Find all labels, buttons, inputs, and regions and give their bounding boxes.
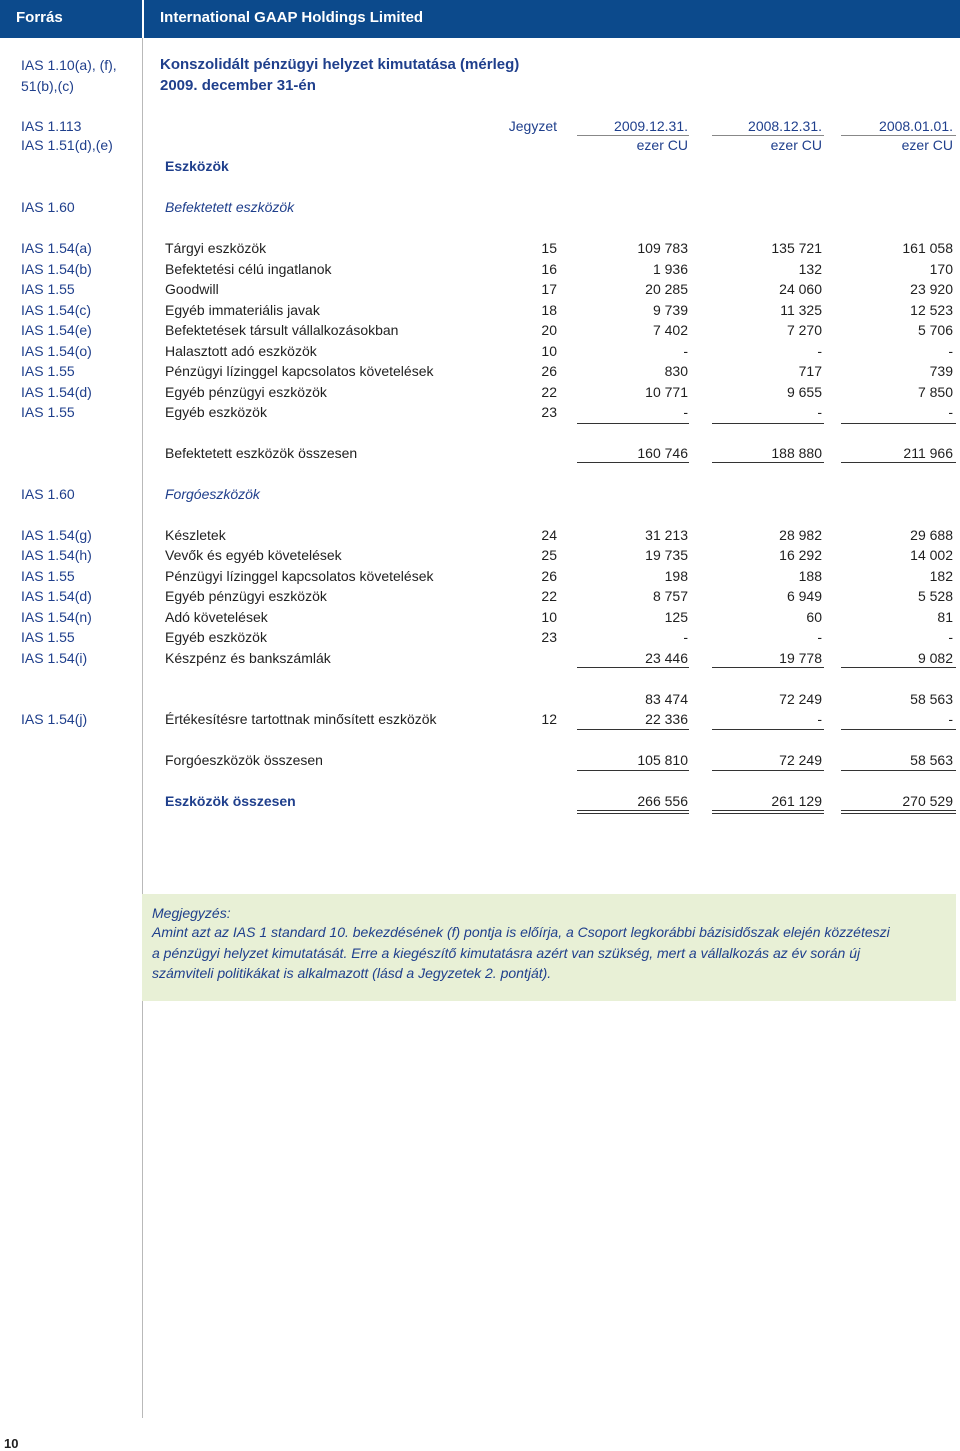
noncurrent-total-2008: 188 880	[771, 445, 822, 461]
header-divider	[142, 0, 144, 38]
row-note: 10	[541, 609, 557, 625]
row-value-2008-opening: -	[948, 629, 953, 645]
row-value-2009: 31 213	[645, 527, 688, 543]
row-value-2009: 7 402	[652, 322, 688, 338]
row-value-2008: 11 325	[780, 302, 822, 318]
row-value-2009: 10 771	[645, 384, 688, 400]
row-value-2008: 24 060	[779, 281, 822, 297]
row-label: Befektetések társult vállalkozásokban	[165, 322, 399, 338]
row-label: Pénzügyi lízinggel kapcsolatos követelések	[165, 568, 434, 584]
current-heading: Forgóeszközök	[165, 486, 260, 502]
row-value-2008-opening: 739	[929, 363, 953, 379]
title-source-ref-2: 51(b),(c)	[21, 78, 74, 94]
row-note: 15	[541, 240, 557, 256]
grand-total-2008: 261 129	[771, 793, 822, 809]
row-value-2008-opening: 5 706	[917, 322, 953, 338]
row-note: 24	[541, 527, 557, 543]
grand-total-rule	[712, 813, 824, 814]
row-value-2008-opening: 182	[929, 568, 953, 584]
row-note: 23	[541, 404, 557, 420]
subtotal-rule	[841, 667, 956, 668]
grand-total-rule	[841, 810, 956, 811]
statement-date: 2009. december 31-én	[160, 77, 316, 94]
row-source-ref: IAS 1.55	[21, 629, 75, 645]
row-label: Goodwill	[165, 281, 219, 297]
row-source-ref: IAS 1.54(h)	[21, 547, 92, 563]
row-source-ref: IAS 1.54(b)	[21, 261, 92, 277]
row-value-2009: -	[683, 404, 688, 420]
row-source-ref: IAS 1.54(g)	[21, 527, 92, 543]
column-header-2008-opening: 2008.01.01.	[879, 118, 953, 134]
page-header	[0, 0, 960, 38]
subtotal-rule	[712, 729, 824, 730]
row-label: Egyéb eszközök	[165, 404, 267, 420]
row-value-2008: 132	[798, 261, 822, 277]
row-value-2009: 830	[664, 363, 688, 379]
current-total-label: Forgóeszközök összesen	[165, 752, 323, 768]
row-label: Egyéb pénzügyi eszközök	[165, 588, 327, 604]
row-source-ref: IAS 1.54(n)	[21, 609, 92, 625]
row-value-2008: 9 655	[786, 384, 822, 400]
row-label: Készletek	[165, 527, 226, 543]
row-label: Befektetési célú ingatlanok	[165, 261, 332, 277]
row-value-2008-opening: 29 688	[910, 527, 953, 543]
subtotal-rule	[577, 667, 689, 668]
row-value-2008: 7 270	[786, 322, 822, 338]
subtotal-rule	[577, 729, 689, 730]
grand-total-rule	[577, 810, 689, 811]
subtotal-rule	[841, 423, 956, 424]
unit-label: ezer CU	[636, 137, 688, 153]
assets-heading: Eszközök	[165, 158, 229, 174]
row-note: 25	[541, 547, 557, 563]
row-note: 20	[541, 322, 557, 338]
row-source-ref: IAS 1.54(d)	[21, 588, 92, 604]
current-total-2008-opening: 58 563	[910, 752, 953, 768]
row-value-2008-opening: 161 058	[902, 240, 953, 256]
row-value-2009: 8 757	[652, 588, 688, 604]
subtotal-rule	[577, 423, 689, 424]
row-value-2008: -	[817, 711, 822, 727]
current-total-2008: 72 249	[779, 752, 822, 768]
grand-total-2009: 266 556	[637, 793, 688, 809]
section-source-ref: IAS 1.60	[21, 199, 75, 215]
row-value-2009: 198	[664, 568, 688, 584]
total-rule	[577, 770, 689, 771]
row-value-2008: 135 721	[771, 240, 822, 256]
title-source-ref: IAS 1.10(a), (f),	[21, 57, 117, 73]
row-source-ref: IAS 1.54(a)	[21, 240, 92, 256]
row-value-2008: 16 292	[779, 547, 822, 563]
row-value-2009: 20 285	[645, 281, 688, 297]
note-text-line: a pénzügyi helyzet kimutatását. Erre a kiegészítő kimutatásra azért van szükség, mert a vállalkozás az év során új	[152, 945, 861, 961]
row-note: 23	[541, 629, 557, 645]
row-value-2009: 1 936	[652, 261, 688, 277]
noncurrent-total-2009: 160 746	[637, 445, 688, 461]
unit-label: ezer CU	[770, 137, 822, 153]
row-label: Egyéb eszközök	[165, 629, 267, 645]
row-value-2008-opening: 170	[929, 261, 953, 277]
row-label: Egyéb pénzügyi eszközök	[165, 384, 327, 400]
column-header-source-ref: IAS 1.113	[21, 118, 82, 134]
note-text-line: Amint azt az IAS 1 standard 10. bekezdésének (f) pontja is előírja, a Csoport legkorábbi bázisidőszak elején közzéteszi	[152, 924, 890, 940]
row-note: 12	[541, 711, 557, 727]
row-label: Adó követelések	[165, 609, 268, 625]
row-value-2008-opening: 9 082	[917, 650, 953, 666]
row-source-ref: IAS 1.55	[21, 363, 75, 379]
grand-total-rule	[712, 810, 824, 811]
grand-total-rule	[577, 813, 689, 814]
row-note: 22	[541, 384, 557, 400]
row-value-2008: -	[817, 404, 822, 420]
total-rule	[841, 462, 956, 463]
row-value-2009: 19 735	[645, 547, 688, 563]
row-label: Pénzügyi lízinggel kapcsolatos követelések	[165, 363, 434, 379]
noncurrent-total-label: Befektetett eszközök összesen	[165, 445, 358, 461]
row-value-2009: 125	[664, 609, 688, 625]
note-text-line: számviteli politikákat is alkalmazott (lásd a Jegyzetek 2. pontját).	[152, 965, 552, 981]
current-subtotal-2008-opening: 58 563	[910, 691, 953, 707]
row-note: 22	[541, 588, 557, 604]
total-rule	[577, 462, 689, 463]
column-header-2008: 2008.12.31.	[748, 118, 822, 134]
row-value-2008: -	[817, 629, 822, 645]
row-note: 17	[541, 281, 557, 297]
row-value-2008-opening: 14 002	[910, 547, 953, 563]
grand-total-2008-opening: 270 529	[902, 793, 953, 809]
row-source-ref: IAS 1.54(d)	[21, 384, 92, 400]
total-rule	[712, 770, 824, 771]
row-value-2008: -	[817, 343, 822, 359]
row-value-2009: 23 446	[645, 650, 688, 666]
row-value-2009: -	[683, 343, 688, 359]
row-value-2009: 9 739	[652, 302, 688, 318]
row-value-2008-opening: 23 920	[910, 281, 953, 297]
row-label: Halasztott adó eszközök	[165, 343, 317, 359]
row-value-2009: -	[683, 629, 688, 645]
grand-total-rule	[841, 813, 956, 814]
note-box	[142, 894, 956, 1001]
company-name: International GAAP Holdings Limited	[160, 9, 424, 26]
row-label: Egyéb immateriális javak	[165, 302, 320, 318]
row-label: Értékesítésre tartottnak minősített eszközök	[165, 711, 437, 727]
statement-title: Konszolidált pénzügyi helyzet kimutatása (mérleg)	[160, 56, 520, 73]
row-source-ref: IAS 1.54(e)	[21, 322, 92, 338]
page-number: 10	[4, 1436, 19, 1451]
source-column-divider	[142, 38, 143, 1418]
column-header-source-ref-2: IAS 1.51(d),(e)	[21, 137, 113, 153]
subtotal-rule	[712, 667, 824, 668]
row-label: Vevők és egyéb követelések	[165, 547, 342, 563]
column-header-note: Jegyzet	[508, 118, 557, 134]
row-source-ref: IAS 1.54(j)	[21, 711, 88, 727]
grand-total-label: Eszközök összesen	[165, 793, 296, 809]
row-source-ref: IAS 1.55	[21, 281, 75, 297]
row-value-2008-opening: 7 850	[917, 384, 953, 400]
row-note: 16	[541, 261, 557, 277]
section-source-ref: IAS 1.60	[21, 486, 75, 502]
column-header-2009: 2009.12.31.	[614, 118, 688, 134]
row-label: Készpénz és bankszámlák	[165, 650, 331, 666]
row-value-2008: 6 949	[786, 588, 822, 604]
row-note: 26	[541, 568, 557, 584]
row-note: 26	[541, 363, 557, 379]
subtotal-rule	[841, 729, 956, 730]
row-value-2008-opening: 5 528	[917, 588, 953, 604]
total-rule	[841, 770, 956, 771]
row-value-2008: 28 982	[779, 527, 822, 543]
row-value-2008: 188	[798, 568, 822, 584]
row-value-2009: 109 783	[637, 240, 688, 256]
row-value-2008-opening: 12 523	[910, 302, 953, 318]
row-value-2008-opening: -	[948, 404, 953, 420]
row-value-2008-opening: 81	[937, 609, 953, 625]
row-value-2008: 19 778	[779, 650, 822, 666]
current-total-2009: 105 810	[637, 752, 688, 768]
row-value-2009: 22 336	[645, 711, 688, 727]
unit-label: ezer CU	[901, 137, 953, 153]
noncurrent-heading: Befektetett eszközök	[165, 199, 295, 215]
row-value-2008: 60	[806, 609, 822, 625]
row-label: Tárgyi eszközök	[165, 240, 267, 256]
row-source-ref: IAS 1.54(o)	[21, 343, 92, 359]
row-value-2008: 717	[798, 363, 822, 379]
total-rule	[712, 462, 824, 463]
row-source-ref: IAS 1.55	[21, 568, 75, 584]
row-source-ref: IAS 1.54(c)	[21, 302, 92, 318]
row-value-2008-opening: -	[948, 711, 953, 727]
row-source-ref: IAS 1.54(i)	[21, 650, 88, 666]
noncurrent-total-2008-opening: 211 966	[903, 445, 953, 461]
row-source-ref: IAS 1.55	[21, 404, 75, 420]
note-title: Megjegyzés:	[152, 905, 231, 921]
current-subtotal-2008: 72 249	[779, 691, 822, 707]
row-note: 10	[541, 343, 557, 359]
row-value-2008-opening: -	[948, 343, 953, 359]
current-subtotal-2009: 83 474	[645, 691, 688, 707]
row-note: 18	[541, 302, 557, 318]
subtotal-rule	[712, 423, 824, 424]
source-column-header: Forrás	[16, 9, 63, 26]
